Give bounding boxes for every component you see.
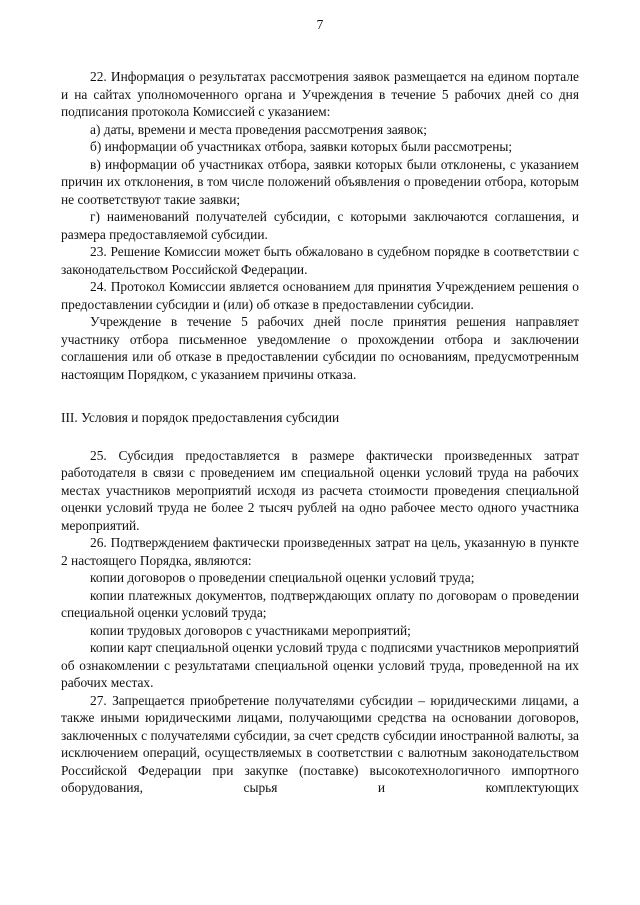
list-item-employment: копии трудовых договоров с участниками мероприятий;	[90, 622, 411, 638]
paragraph-27: 27. Запрещается приобретение получателями субсидии – юридическими лицами, а также иными юридическими лицами, получающими средства на основании договоров, заключенных с получателями субсидии, за счет средств субсидии иностранной валюты, за исключением операций, осуществляемых в соответствии с валютным законодательством Российской Федерации при закупке (поставке) высокотехнологичного импортного оборудования, сырья и комплектующих	[61, 692, 579, 795]
list-item-payments: копии платежных документов, подтверждающих оплату по договорам о проведении специальной оценки условий труда;	[61, 587, 579, 620]
paragraph-23: 23. Решение Комиссии может быть обжаловано в судебном порядке в соответствии с законодательством Российской Федерации.	[61, 244, 579, 277]
list-item-b: б) информации об участниках отбора, заявки которых были рассмотрены;	[90, 139, 513, 154]
paragraph-24-notice: Учреждение в течение 5 рабочих дней после принятия решения направляет участнику отбора письменное уведомление о прохождении отбора и заключении соглашения или об отказе в предоставлении субсидии по основаниям, предусмотренным настоящим Порядком, с указанием причины отказа.	[61, 314, 579, 382]
list-item-contracts: копии договоров о проведении специальной оценки условий труда;	[90, 570, 475, 585]
paragraph-26: 26. Подтверждением фактически произведенных затрат на цель, указанную в пункте 2 настоящего Порядка, являются:	[61, 535, 579, 568]
section-heading: III. Условия и порядок предоставления субсидии	[61, 410, 340, 425]
list-item-a: а) даты, времени и места проведения рассмотрения заявок;	[90, 121, 427, 137]
paragraph-24: 24. Протокол Комиссии является основанием для принятия Учреждением решения о предоставлении субсидии и (или) об отказе в предоставлении субсидии.	[61, 279, 579, 312]
page-number: 7	[316, 17, 324, 32]
list-item-g: г) наименований получателей субсидии, с которыми заключаются соглашения, и размера предоставляемой субсидии.	[61, 209, 579, 242]
paragraph-22: 22. Информация о результатах рассмотрения заявок размещается на едином портале и на сайтах уполномоченного органа и Учреждения в течение 5 рабочих дней со дня подписания протокола Комиссией с указанием:	[61, 69, 579, 119]
list-item-v: в) информации об участниках отбора, заявки которых были отклонены, с указанием причин их отклонения, в том числе положений объявления о проведении отбора, которым не соответствуют такие заявки;	[61, 156, 579, 207]
paragraph-25: 25. Субсидия предоставляется в размере фактически произведенных затрат работодателя в связи с проведением им специальной оценки условий труда на рабочих местах участников мероприятий исходя из расчета стоимости проведения специальной оценки условий труда не более 2 тысяч рублей на одно рабочее место одного участника мероприятий.	[61, 447, 579, 533]
list-item-cards: копии карт специальной оценки условий труда с подписями участников мероприятий об ознакомлении с результатами специальной оценки условий труда, проведенной на их рабочих местах.	[61, 640, 579, 690]
page-content	[61, 68, 579, 797]
